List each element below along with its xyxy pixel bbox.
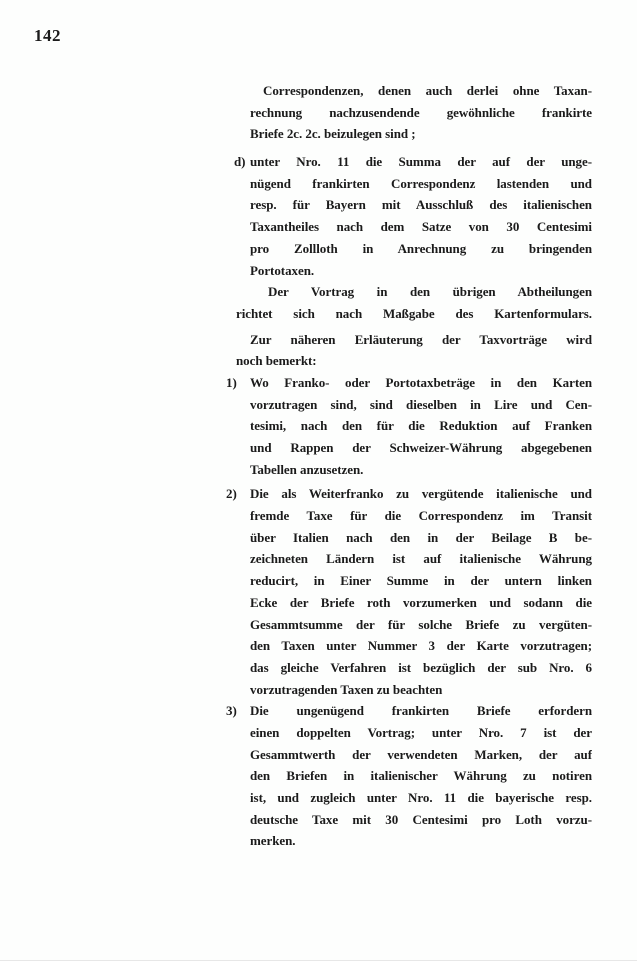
list-item-c-continuation <box>236 80 592 145</box>
text-line: rechnung nachzusendende gewöhnliche frankirte <box>250 104 592 120</box>
text-column <box>226 80 592 852</box>
list-item-label: d) <box>234 154 246 170</box>
text-line: nügend frankirten Correspondenz lastenden und <box>250 175 592 191</box>
list-item-label: 2) <box>226 486 237 502</box>
text-line: unter Nro. 11 die Summa der auf der unge- <box>250 154 592 170</box>
paragraph <box>236 281 592 324</box>
text-line: deutsche Taxe mit 30 Centesimi pro Loth vorzu- <box>250 811 592 827</box>
text-line: und Rappen der Schweizer-Währung abgegebenen <box>250 440 592 455</box>
text-line: vorzutragenden Taxen zu beachten <box>250 681 443 697</box>
text-line: vorzutragen sind, sind dieselben in Lire und Cen- <box>250 396 592 412</box>
text-line: über Italien nach den in der Beilage B be- <box>250 529 592 545</box>
text-line: das gleiche Verfahren ist bezüglich der sub Nro. 6 <box>250 659 592 675</box>
page-number: 142 <box>34 26 61 45</box>
text-line: resp. für Bayern mit Ausschluß des italienischen <box>250 197 592 213</box>
text-line: Portotaxen. <box>250 262 315 278</box>
text-line: pro Zollloth in Anrechnung zu bringenden <box>250 240 592 256</box>
text-line: zeichneten Ländern ist auf italienische Währung <box>250 551 592 567</box>
text-line: noch bemerkt: <box>236 353 317 369</box>
text-line: reducirt, in Einer Summe in der untern linken <box>250 573 592 589</box>
text-line: Wo Franko- oder Portotaxbeträge in den Karten <box>250 374 592 390</box>
text-line: Gesammtwerth der verwendeten Marken, der auf <box>250 746 592 762</box>
text-line: merken. <box>250 833 296 849</box>
text-line: fremde Taxe für die Correspondenz im Transit <box>250 508 592 524</box>
text-line: Der Vortrag in den übrigen Abtheilungen <box>268 284 592 300</box>
text-line: Zur näheren Erläuterung der Taxvorträge wird <box>250 331 592 347</box>
text-line: richtet sich nach Maßgabe des Kartenformulars. <box>236 305 592 321</box>
text-line: Die als Weiterfranko zu vergütende italienische und <box>250 486 592 502</box>
text-line: einen doppelten Vortrag; unter Nro. 7 ist der <box>250 724 592 740</box>
list-item-3 <box>226 700 592 852</box>
text-line: den Briefen in italienischer Währung zu notiren <box>250 768 592 784</box>
list-item-2 <box>226 483 592 700</box>
list-item-label: 3) <box>226 703 237 719</box>
text-line: den Taxen unter Nummer 3 der Karte vorzutragen; <box>250 638 592 654</box>
text-line: Tabellen anzusetzen. <box>250 461 364 477</box>
text-line: tesimi, nach den für die Reduktion auf Franken <box>250 418 592 434</box>
text-line: Die ungenügend frankirten Briefe erfordern <box>250 703 592 719</box>
text-line: Taxantheiles nach dem Satze von 30 Centesimi <box>250 219 592 235</box>
list-item-d <box>236 151 592 281</box>
text-line: Ecke der Briefe roth vorzumerken und sodann die <box>250 594 592 610</box>
text-line: Correspondenzen, denen auch derlei ohne Taxan- <box>263 83 592 98</box>
list-item-1 <box>226 372 592 480</box>
paragraph <box>236 329 592 372</box>
text-line: Gesammtsumme der für solche Briefe zu vergüten- <box>250 616 592 632</box>
text-line: ist, und zugleich unter Nro. 11 die bayerische resp. <box>250 790 592 805</box>
list-item-label: 1) <box>226 374 237 390</box>
text-line: Briefe 2c. 2c. beizulegen sind ; <box>250 126 416 142</box>
